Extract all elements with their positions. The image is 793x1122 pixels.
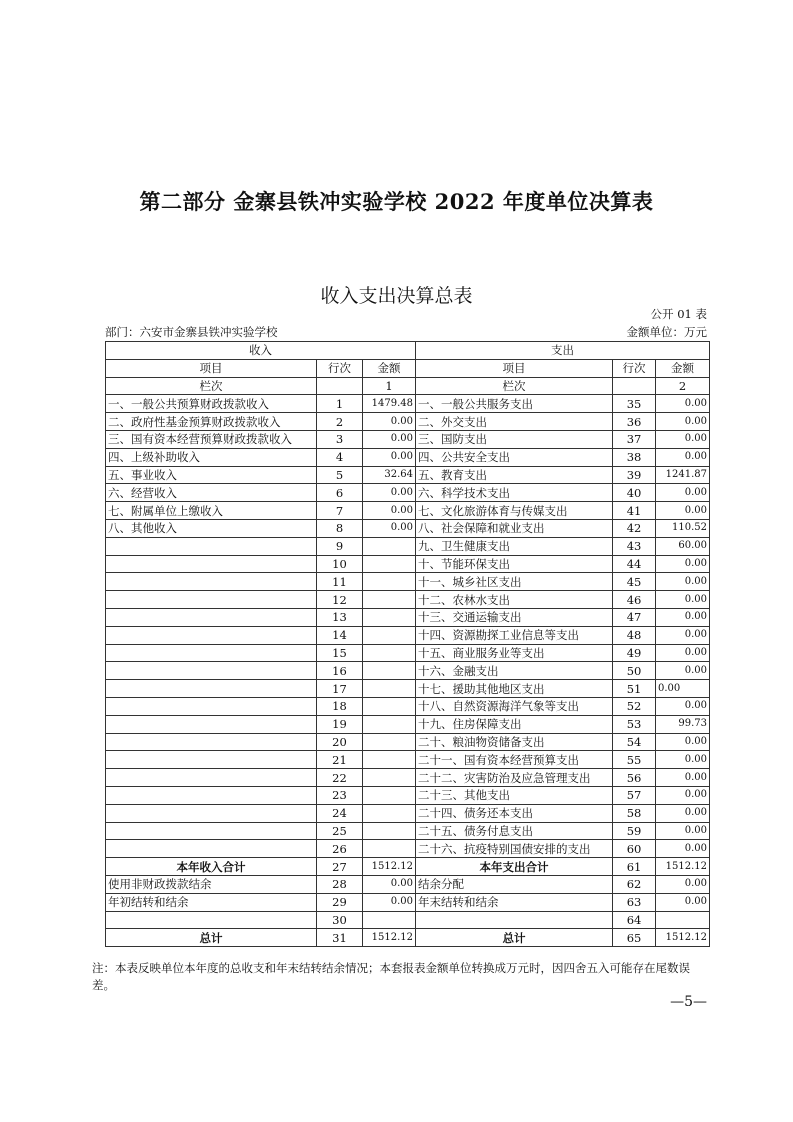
income-item-cell bbox=[106, 804, 317, 822]
income-expense-table bbox=[105, 341, 710, 947]
expense-amount-cell: 0.00 bbox=[656, 822, 710, 840]
expense-row-number-cell: 64 bbox=[613, 911, 656, 929]
income-row-header: 行次 bbox=[317, 359, 363, 377]
income-item-cell bbox=[106, 840, 317, 858]
income-row-number-cell: 13 bbox=[317, 608, 363, 626]
expense-amount-cell: 0.00 bbox=[656, 484, 710, 502]
expense-row-number-cell: 45 bbox=[613, 573, 656, 591]
income-item-cell bbox=[106, 662, 317, 680]
page-number: —5— bbox=[670, 994, 707, 1010]
income-row-number-cell: 18 bbox=[317, 697, 363, 715]
income-amount-cell bbox=[363, 715, 416, 733]
expense-amount-cell: 99.73 bbox=[656, 715, 710, 733]
document-title: 第二部分 金寨县铁冲实验学校 2022 年度单位决算表 bbox=[139, 189, 654, 214]
table-row bbox=[106, 840, 710, 858]
income-item-cell bbox=[106, 786, 317, 804]
income-item-cell: 一、一般公共预算财政拨款收入 bbox=[106, 395, 317, 413]
income-amount-cell bbox=[363, 555, 416, 573]
expense-item-cell: 十二、农林水支出 bbox=[416, 591, 613, 609]
expense-col-number: 2 bbox=[656, 377, 710, 395]
income-amount-cell: 1512.12 bbox=[363, 858, 416, 876]
expense-item-cell: 十五、商业服务业等支出 bbox=[416, 644, 613, 662]
income-amount-cell bbox=[363, 591, 416, 609]
expense-item-cell: 二十一、国有资本经营预算支出 bbox=[416, 751, 613, 769]
expense-item-cell bbox=[416, 911, 613, 929]
income-item-cell bbox=[106, 911, 317, 929]
income-row-number-cell: 28 bbox=[317, 875, 363, 893]
expense-section-header: 支出 bbox=[416, 342, 710, 360]
income-amount-cell bbox=[363, 573, 416, 591]
income-item-cell: 八、其他收入 bbox=[106, 519, 317, 537]
income-item-cell bbox=[106, 644, 317, 662]
expense-amount-cell: 0.00 bbox=[656, 608, 710, 626]
expense-amount-cell: 0.00 bbox=[656, 591, 710, 609]
income-section-header: 收入 bbox=[106, 342, 416, 360]
income-amount-cell bbox=[363, 680, 416, 698]
expense-row-number-cell: 47 bbox=[613, 608, 656, 626]
table-row bbox=[106, 662, 710, 680]
income-lanci-label: 栏次 bbox=[106, 377, 317, 395]
income-row-number-cell: 9 bbox=[317, 537, 363, 555]
income-amount-cell bbox=[363, 626, 416, 644]
expense-row-number-cell: 49 bbox=[613, 644, 656, 662]
expense-row-number-cell: 42 bbox=[613, 519, 656, 537]
income-amount-cell bbox=[363, 644, 416, 662]
table-row bbox=[106, 573, 710, 591]
header-row-lanci bbox=[106, 377, 710, 395]
expense-row-number-cell: 38 bbox=[613, 448, 656, 466]
income-row-number-cell: 23 bbox=[317, 786, 363, 804]
table-row bbox=[106, 519, 710, 537]
table-row bbox=[106, 448, 710, 466]
income-item-cell bbox=[106, 626, 317, 644]
expense-amount-cell: 0.00 bbox=[656, 644, 710, 662]
table-row bbox=[106, 733, 710, 751]
expense-amount-cell: 0.00 bbox=[656, 875, 710, 893]
income-item-cell: 总计 bbox=[106, 929, 317, 947]
expense-amount-cell: 0.00 bbox=[656, 804, 710, 822]
income-row-number-cell: 2 bbox=[317, 413, 363, 431]
expense-amount-cell: 0.00 bbox=[656, 626, 710, 644]
income-row-number-cell: 30 bbox=[317, 911, 363, 929]
expense-item-cell: 二十三、其他支出 bbox=[416, 786, 613, 804]
income-item-cell bbox=[106, 608, 317, 626]
expense-row-number-cell: 63 bbox=[613, 893, 656, 911]
income-amount-cell bbox=[363, 662, 416, 680]
income-item-cell: 五、事业收入 bbox=[106, 466, 317, 484]
income-row-number-cell: 7 bbox=[317, 502, 363, 520]
expense-row-number-cell: 51 bbox=[613, 680, 656, 698]
income-amount-cell: 0.00 bbox=[363, 430, 416, 448]
expense-row-number-cell: 35 bbox=[613, 395, 656, 413]
header-row-sections bbox=[106, 342, 710, 360]
income-row-number-cell: 17 bbox=[317, 680, 363, 698]
income-item-cell bbox=[106, 822, 317, 840]
income-amount-cell: 0.00 bbox=[363, 502, 416, 520]
expense-item-cell: 三、国防支出 bbox=[416, 430, 613, 448]
expense-item-cell: 十四、资源勘探工业信息等支出 bbox=[416, 626, 613, 644]
table-row bbox=[106, 858, 710, 876]
income-row-number-cell: 5 bbox=[317, 466, 363, 484]
table-row bbox=[106, 555, 710, 573]
expense-amount-cell: 0.00 bbox=[656, 413, 710, 431]
expense-row-number-cell: 57 bbox=[613, 786, 656, 804]
header-row-columns bbox=[106, 359, 710, 377]
expense-item-cell: 二十、粮油物资储备支出 bbox=[416, 733, 613, 751]
income-item-cell bbox=[106, 751, 317, 769]
income-item-cell: 四、上级补助收入 bbox=[106, 448, 317, 466]
expense-item-cell: 二十六、抗疫特别国债安排的支出 bbox=[416, 840, 613, 858]
expense-item-cell: 九、卫生健康支出 bbox=[416, 537, 613, 555]
income-lanci-blank bbox=[317, 377, 363, 395]
income-amount-cell: 0.00 bbox=[363, 519, 416, 537]
expense-row-number-cell: 55 bbox=[613, 751, 656, 769]
table-row bbox=[106, 484, 710, 502]
income-row-number-cell: 10 bbox=[317, 555, 363, 573]
income-row-number-cell: 19 bbox=[317, 715, 363, 733]
table-row bbox=[106, 591, 710, 609]
expense-row-header: 行次 bbox=[613, 359, 656, 377]
expense-amount-cell: 0.00 bbox=[656, 502, 710, 520]
income-amount-cell bbox=[363, 537, 416, 555]
table-row bbox=[106, 608, 710, 626]
table-row bbox=[106, 875, 710, 893]
expense-item-cell: 八、社会保障和就业支出 bbox=[416, 519, 613, 537]
income-item-cell bbox=[106, 769, 317, 787]
expense-amount-cell: 0.00 bbox=[656, 662, 710, 680]
table-row bbox=[106, 911, 710, 929]
expense-row-number-cell: 40 bbox=[613, 484, 656, 502]
table-row bbox=[106, 769, 710, 787]
table-row bbox=[106, 680, 710, 698]
income-amount-cell bbox=[363, 769, 416, 787]
income-item-cell: 七、附属单位上缴收入 bbox=[106, 502, 317, 520]
income-amount-cell: 0.00 bbox=[363, 875, 416, 893]
expense-item-cell: 十三、交通运输支出 bbox=[416, 608, 613, 626]
expense-item-cell: 结余分配 bbox=[416, 875, 613, 893]
income-amount-cell bbox=[363, 911, 416, 929]
expense-amount-cell: 1512.12 bbox=[656, 858, 710, 876]
table-row bbox=[106, 395, 710, 413]
income-amount-cell: 0.00 bbox=[363, 413, 416, 431]
income-col-number: 1 bbox=[363, 377, 416, 395]
expense-row-number-cell: 58 bbox=[613, 804, 656, 822]
income-amount-cell bbox=[363, 840, 416, 858]
expense-row-number-cell: 61 bbox=[613, 858, 656, 876]
income-row-number-cell: 3 bbox=[317, 430, 363, 448]
income-row-number-cell: 15 bbox=[317, 644, 363, 662]
expense-lanci-label: 栏次 bbox=[416, 377, 613, 395]
expense-row-number-cell: 41 bbox=[613, 502, 656, 520]
income-row-number-cell: 6 bbox=[317, 484, 363, 502]
department-label: 部门：六安市金寨县铁冲实验学校 bbox=[105, 325, 278, 339]
expense-item-cell: 二十二、灾害防治及应急管理支出 bbox=[416, 769, 613, 787]
expense-row-number-cell: 65 bbox=[613, 929, 656, 947]
expense-item-header: 项目 bbox=[416, 359, 613, 377]
table-row bbox=[106, 929, 710, 947]
expense-amount-cell bbox=[656, 911, 710, 929]
expense-row-number-cell: 60 bbox=[613, 840, 656, 858]
income-item-cell bbox=[106, 697, 317, 715]
expense-amount-cell: 0.00 bbox=[656, 448, 710, 466]
expense-amount-cell: 0.00 bbox=[656, 769, 710, 787]
expense-item-cell: 总计 bbox=[416, 929, 613, 947]
income-amount-cell: 0.00 bbox=[363, 448, 416, 466]
income-amount-cell bbox=[363, 697, 416, 715]
income-row-number-cell: 4 bbox=[317, 448, 363, 466]
table-row bbox=[106, 502, 710, 520]
income-amount-cell bbox=[363, 733, 416, 751]
expense-item-cell: 十一、城乡社区支出 bbox=[416, 573, 613, 591]
table-row bbox=[106, 751, 710, 769]
table-row bbox=[106, 430, 710, 448]
income-row-number-cell: 31 bbox=[317, 929, 363, 947]
income-item-cell bbox=[106, 537, 317, 555]
income-row-number-cell: 12 bbox=[317, 591, 363, 609]
income-item-cell bbox=[106, 573, 317, 591]
income-item-cell: 本年收入合计 bbox=[106, 858, 317, 876]
income-item-cell: 年初结转和结余 bbox=[106, 893, 317, 911]
expense-row-number-cell: 52 bbox=[613, 697, 656, 715]
table-row bbox=[106, 413, 710, 431]
income-item-cell bbox=[106, 591, 317, 609]
table-row bbox=[106, 893, 710, 911]
income-item-cell: 使用非财政拨款结余 bbox=[106, 875, 317, 893]
expense-item-cell: 四、公共安全支出 bbox=[416, 448, 613, 466]
expense-row-number-cell: 39 bbox=[613, 466, 656, 484]
income-row-number-cell: 8 bbox=[317, 519, 363, 537]
table-row bbox=[106, 804, 710, 822]
expense-amount-cell: 60.00 bbox=[656, 537, 710, 555]
expense-row-number-cell: 54 bbox=[613, 733, 656, 751]
expense-item-cell: 十九、住房保障支出 bbox=[416, 715, 613, 733]
income-item-cell bbox=[106, 680, 317, 698]
table-row bbox=[106, 822, 710, 840]
income-amount-cell bbox=[363, 786, 416, 804]
expense-item-cell: 本年支出合计 bbox=[416, 858, 613, 876]
income-row-number-cell: 22 bbox=[317, 769, 363, 787]
income-row-number-cell: 29 bbox=[317, 893, 363, 911]
expense-amount-cell: 0.00 bbox=[656, 430, 710, 448]
expense-row-number-cell: 36 bbox=[613, 413, 656, 431]
income-amount-cell: 1479.48 bbox=[363, 395, 416, 413]
expense-item-cell: 六、科学技术支出 bbox=[416, 484, 613, 502]
expense-amount-cell: 1241.87 bbox=[656, 466, 710, 484]
expense-row-number-cell: 46 bbox=[613, 591, 656, 609]
table-row bbox=[106, 786, 710, 804]
income-amount-header: 金额 bbox=[363, 359, 416, 377]
expense-item-cell: 五、教育支出 bbox=[416, 466, 613, 484]
table-number: 公开 01 表 bbox=[650, 307, 707, 321]
expense-item-cell: 年末结转和结余 bbox=[416, 893, 613, 911]
expense-row-number-cell: 59 bbox=[613, 822, 656, 840]
income-amount-cell: 0.00 bbox=[363, 893, 416, 911]
expense-item-cell: 十七、援助其他地区支出 bbox=[416, 680, 613, 698]
expense-row-number-cell: 62 bbox=[613, 875, 656, 893]
amount-unit-label: 金额单位：万元 bbox=[626, 325, 707, 339]
expense-amount-cell: 0.00 bbox=[656, 751, 710, 769]
income-row-number-cell: 21 bbox=[317, 751, 363, 769]
table-title: 收入支出决算总表 bbox=[320, 285, 473, 307]
income-item-cell: 二、政府性基金预算财政拨款收入 bbox=[106, 413, 317, 431]
income-amount-cell: 0.00 bbox=[363, 484, 416, 502]
income-amount-cell bbox=[363, 608, 416, 626]
expense-amount-cell: 0.00 bbox=[656, 697, 710, 715]
income-amount-cell bbox=[363, 751, 416, 769]
income-item-cell bbox=[106, 555, 317, 573]
footnote: 注：本表反映单位本年度的总收支和年末结转结余情况；本套报表金额单位转换成万元时，因四舍五入可能存在尾数误差。 bbox=[92, 961, 690, 992]
expense-amount-cell: 0.00 bbox=[656, 395, 710, 413]
income-row-number-cell: 14 bbox=[317, 626, 363, 644]
expense-row-number-cell: 50 bbox=[613, 662, 656, 680]
table-row bbox=[106, 697, 710, 715]
expense-item-cell: 十八、自然资源海洋气象等支出 bbox=[416, 697, 613, 715]
expense-item-cell: 一、一般公共服务支出 bbox=[416, 395, 613, 413]
table-row bbox=[106, 466, 710, 484]
expense-amount-cell: 1512.12 bbox=[656, 929, 710, 947]
expense-amount-cell: 0.00 bbox=[656, 786, 710, 804]
expense-row-number-cell: 53 bbox=[613, 715, 656, 733]
expense-amount-cell: 110.52 bbox=[656, 519, 710, 537]
expense-item-cell: 二、外交支出 bbox=[416, 413, 613, 431]
income-item-header: 项目 bbox=[106, 359, 317, 377]
expense-item-cell: 十六、金融支出 bbox=[416, 662, 613, 680]
income-amount-cell bbox=[363, 804, 416, 822]
income-row-number-cell: 1 bbox=[317, 395, 363, 413]
expense-lanci-blank bbox=[613, 377, 656, 395]
income-row-number-cell: 25 bbox=[317, 822, 363, 840]
table-row bbox=[106, 715, 710, 733]
expense-amount-cell: 0.00 bbox=[656, 893, 710, 911]
income-amount-cell: 32.64 bbox=[363, 466, 416, 484]
income-amount-cell: 1512.12 bbox=[363, 929, 416, 947]
income-item-cell bbox=[106, 733, 317, 751]
income-row-number-cell: 27 bbox=[317, 858, 363, 876]
expense-row-number-cell: 56 bbox=[613, 769, 656, 787]
income-item-cell: 六、经营收入 bbox=[106, 484, 317, 502]
table-row bbox=[106, 537, 710, 555]
expense-row-number-cell: 48 bbox=[613, 626, 656, 644]
expense-amount-cell: 0.00 bbox=[656, 840, 710, 858]
income-amount-cell bbox=[363, 822, 416, 840]
expense-amount-cell: 0.00 bbox=[656, 555, 710, 573]
income-item-cell: 三、国有资本经营预算财政拨款收入 bbox=[106, 430, 317, 448]
expense-amount-cell: 0.00 bbox=[656, 733, 710, 751]
expense-item-cell: 七、文化旅游体育与传媒支出 bbox=[416, 502, 613, 520]
expense-item-cell: 十、节能环保支出 bbox=[416, 555, 613, 573]
expense-amount-cell: 0.00 bbox=[656, 573, 710, 591]
expense-amount-header: 金额 bbox=[656, 359, 710, 377]
income-row-number-cell: 26 bbox=[317, 840, 363, 858]
income-row-number-cell: 24 bbox=[317, 804, 363, 822]
expense-item-cell: 二十四、债务还本支出 bbox=[416, 804, 613, 822]
expense-item-cell: 二十五、债务付息支出 bbox=[416, 822, 613, 840]
expense-amount-cell: 0.00 bbox=[656, 680, 710, 698]
table-row bbox=[106, 644, 710, 662]
expense-row-number-cell: 37 bbox=[613, 430, 656, 448]
table-row bbox=[106, 626, 710, 644]
income-row-number-cell: 11 bbox=[317, 573, 363, 591]
income-row-number-cell: 20 bbox=[317, 733, 363, 751]
expense-row-number-cell: 43 bbox=[613, 537, 656, 555]
income-item-cell bbox=[106, 715, 317, 733]
income-row-number-cell: 16 bbox=[317, 662, 363, 680]
expense-row-number-cell: 44 bbox=[613, 555, 656, 573]
